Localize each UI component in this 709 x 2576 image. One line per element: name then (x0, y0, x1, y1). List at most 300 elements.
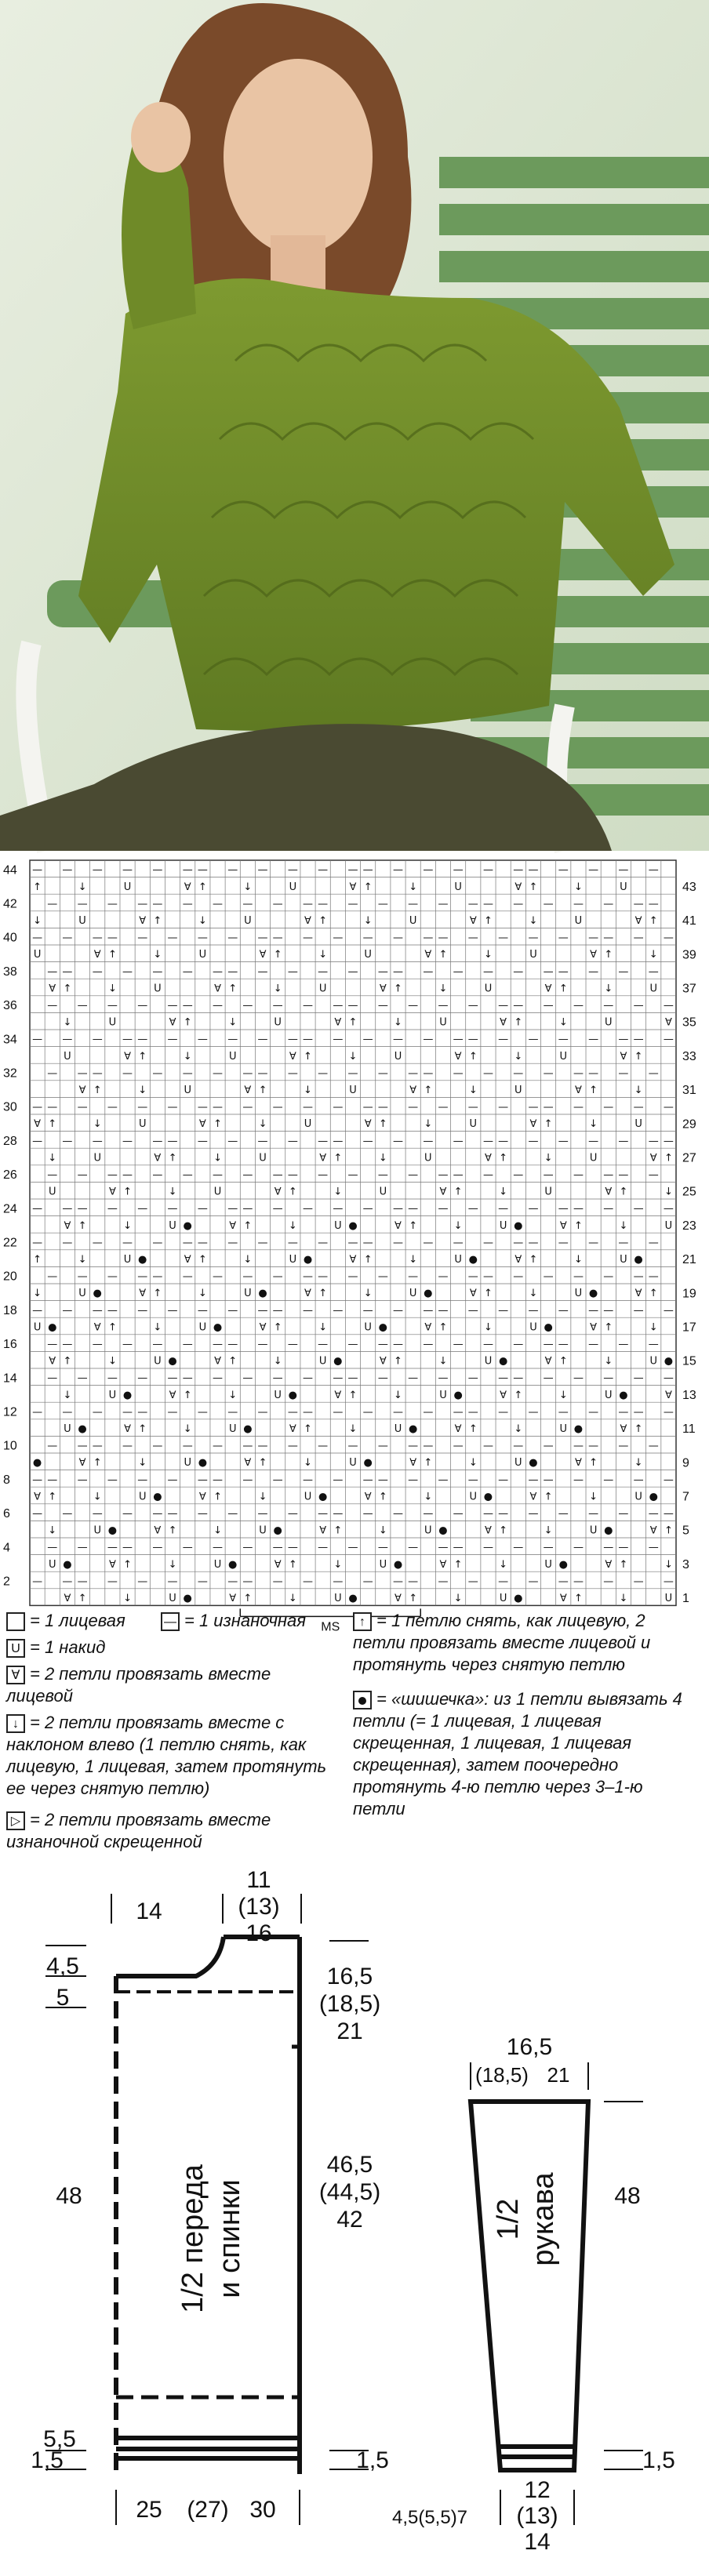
chart-symbol: ↑ (514, 1016, 523, 1029)
row-number-left: 20 (3, 1270, 17, 1284)
chart-symbol: U (259, 1152, 267, 1164)
row-number-right: 43 (682, 880, 696, 894)
chart-symbol: — (32, 1575, 43, 1588)
chart-symbol: — (137, 1034, 148, 1046)
chart-symbol: — (287, 1542, 298, 1554)
chart-symbol: — (558, 1508, 569, 1520)
chart-symbol: ↑ (183, 1016, 192, 1029)
chart-symbol: ∀ (529, 1491, 537, 1503)
chart-symbol: ↑ (213, 1491, 222, 1503)
chart-symbol: ∀ (664, 1389, 672, 1401)
chart-symbol: — (392, 1203, 403, 1215)
row-number-left: 8 (3, 1473, 10, 1487)
chart-symbol: — (77, 1203, 88, 1215)
chart-symbol: — (287, 1034, 298, 1046)
chart-symbol: U (334, 1219, 342, 1232)
chart-symbol: — (242, 1203, 253, 1215)
chart-symbol: — (408, 1203, 419, 1215)
chart-symbol: — (588, 1237, 599, 1249)
chart-symbol: ↓ (573, 1254, 583, 1266)
chart-symbol: — (618, 1406, 629, 1419)
chart-symbol: ∀ (78, 1085, 86, 1096)
chart-symbol: — (498, 1575, 509, 1588)
chart-symbol: — (633, 1304, 644, 1317)
chart-symbol: ∀ (184, 1254, 191, 1266)
chart-symbol: ↓ (438, 983, 448, 995)
chart-symbol: — (137, 1203, 148, 1215)
chart-symbol: — (438, 1203, 449, 1215)
chart-symbol: — (152, 898, 163, 910)
chart-symbol: ↑ (123, 1558, 133, 1571)
row-number-left: 6 (3, 1507, 10, 1521)
row-number-left: 16 (3, 1338, 17, 1352)
chart-symbol: ↑ (107, 949, 117, 961)
chart-symbol: — (32, 1203, 43, 1215)
chart-symbol: — (333, 1203, 344, 1215)
chart-symbol: — (408, 1440, 419, 1452)
chart-symbol: — (197, 932, 208, 944)
chart-symbol: — (543, 1067, 554, 1080)
chart-symbol: — (107, 1372, 118, 1385)
chart-symbol: ↑ (168, 1152, 177, 1164)
chart-symbol: ∀ (154, 1524, 162, 1537)
chart-symbol: — (377, 1542, 388, 1554)
row-number-left: 18 (3, 1303, 17, 1317)
chart-symbol: ↓ (529, 915, 538, 927)
chart-symbol: — (482, 864, 493, 877)
chart-symbol: ↓ (273, 983, 282, 995)
row-number-right: 25 (682, 1185, 696, 1199)
chart-symbol: — (167, 1135, 178, 1147)
row-number-right: 15 (682, 1354, 696, 1368)
chart-symbol: — (122, 1237, 133, 1249)
chart-symbol: ↑ (409, 1219, 418, 1232)
chart-symbol: — (408, 1101, 419, 1114)
chart-symbol: — (453, 965, 464, 978)
chart-symbol: — (62, 932, 73, 944)
chart-symbol: — (528, 1304, 539, 1317)
chart-symbol: — (528, 864, 539, 877)
chart-symbol: ● (78, 1423, 87, 1435)
chart-symbol: — (152, 1270, 163, 1283)
chart-symbol: — (408, 1067, 419, 1080)
chart-symbol: ● (408, 1423, 418, 1435)
chart-symbol: — (392, 864, 403, 877)
chart-symbol: — (438, 932, 449, 944)
chart-symbol: — (482, 898, 493, 910)
chart-symbol: — (498, 1203, 509, 1215)
chart-symbol: — (408, 1000, 419, 1012)
chart-symbol: — (423, 1135, 434, 1147)
chart-symbol: U (454, 881, 462, 893)
chart-symbol: ↓ (409, 1254, 418, 1266)
chart-symbol: — (257, 1440, 268, 1452)
chart-symbol: U (664, 1219, 673, 1232)
chart-symbol: ∀ (274, 1186, 282, 1198)
chart-symbol: ↑ (33, 881, 42, 893)
chart-symbol: ∀ (349, 881, 357, 893)
chart-symbol: ↑ (78, 1219, 87, 1232)
chart-symbol: ∀ (454, 1050, 462, 1063)
chart-symbol: — (333, 1473, 344, 1486)
chart-symbol: ↑ (573, 1219, 583, 1232)
dim-left-55: 5,5 (43, 2426, 76, 2452)
chart-symbol: — (152, 1237, 163, 1249)
chart-symbol: — (107, 1203, 118, 1215)
chart-symbol: — (513, 1440, 524, 1452)
chart-symbol: ↓ (589, 1491, 598, 1503)
dim-right-185: (18,5) (318, 1991, 381, 2017)
chart-symbol: U (228, 1423, 237, 1435)
chart-symbol: — (62, 1237, 73, 1249)
chart-symbol: ∀ (439, 1558, 447, 1571)
chart-symbol: — (137, 1406, 148, 1419)
chart-symbol: ∀ (364, 1118, 372, 1131)
chart-symbol: — (438, 1542, 449, 1554)
row-number-right: 1 (682, 1592, 689, 1606)
chart-symbol: — (513, 1067, 524, 1080)
chart-symbol: — (603, 1542, 614, 1554)
sleeve-top-165: 16,5 (506, 2034, 553, 2060)
chart-symbol: — (303, 1304, 314, 1317)
dim-left-45: 4,5 (46, 1953, 79, 1979)
chart-symbol: — (603, 1270, 614, 1283)
chart-symbol: — (242, 1067, 253, 1080)
chart-symbol: ↑ (348, 1389, 358, 1401)
chart-symbol: — (197, 1406, 208, 1419)
chart-symbol: — (213, 1339, 224, 1350)
chart-symbol: — (377, 1339, 388, 1350)
chart-symbol: — (663, 1304, 674, 1317)
chart-symbol: — (333, 1304, 344, 1317)
chart-symbol: U (64, 1050, 71, 1063)
chart-symbol: ↑ (619, 1558, 628, 1571)
dim-right-42: 42 (336, 2207, 363, 2233)
chart-symbol: U (620, 881, 627, 893)
chart-symbol: ↑ (499, 1524, 508, 1537)
chart-symbol: ↓ (333, 1558, 343, 1571)
chart-symbol: — (603, 1000, 614, 1012)
chart-symbol: — (347, 1237, 358, 1249)
chart-symbol: — (482, 1542, 493, 1554)
chart-symbol: — (182, 1067, 193, 1080)
chart-symbol: — (62, 965, 73, 978)
chart-symbol: ● (243, 1423, 253, 1435)
chart-symbol: ● (514, 1219, 523, 1232)
chart-symbol: ↑ (619, 1186, 628, 1198)
row-number-right: 41 (682, 914, 696, 928)
chart-symbol: ∀ (139, 915, 147, 927)
chart-symbol: ↓ (499, 1558, 508, 1571)
chart-symbol: — (618, 864, 629, 877)
chart-symbol: — (362, 932, 373, 944)
chart-symbol: — (287, 1135, 298, 1147)
chart-symbol: ● (93, 1288, 102, 1300)
chart-symbol: ↓ (363, 1288, 373, 1300)
chart-symbol: — (242, 1372, 253, 1385)
chart-symbol: — (423, 1440, 434, 1452)
chart-symbol: — (392, 1304, 403, 1317)
chart-symbol: U (48, 1186, 56, 1198)
chart-symbol: — (498, 1508, 509, 1520)
chart-symbol: ● (122, 1389, 133, 1401)
chart-symbol: — (107, 1575, 118, 1588)
chart-symbol: ∀ (274, 1558, 282, 1571)
chart-symbol: ∀ (529, 1118, 537, 1131)
chart-symbol: — (347, 1067, 358, 1080)
chart-symbol: — (47, 1000, 58, 1012)
sleeve-top-185: (18,5) (475, 2063, 529, 2087)
chart-symbol: — (167, 932, 178, 944)
chart-symbol: — (32, 1135, 43, 1147)
chart-symbol: ↓ (529, 1288, 538, 1300)
chart-symbol: — (182, 1542, 193, 1554)
chart-symbol: — (32, 1237, 43, 1249)
chart-symbol: ↓ (514, 1423, 523, 1435)
chart-symbol: — (47, 965, 58, 978)
chart-symbol: — (362, 1135, 373, 1147)
chart-symbol: ↓ (589, 1118, 598, 1131)
chart-symbol: ↓ (153, 949, 162, 961)
row-number-left: 2 (3, 1575, 10, 1589)
chart-symbol: — (467, 1000, 478, 1012)
chart-symbol: ∀ (634, 915, 642, 927)
chart-symbol: ↑ (424, 1085, 433, 1096)
chart-symbol: — (648, 1270, 659, 1283)
chart-symbol: ∀ (244, 1085, 252, 1096)
chart-symbol: — (588, 864, 599, 877)
chart-symbol: — (122, 1067, 133, 1080)
chart-symbol: — (213, 1000, 224, 1012)
chart-symbol: — (347, 864, 358, 877)
chart-symbol: ↓ (363, 915, 373, 927)
chart-symbol: ∀ (229, 1593, 237, 1604)
chart-symbol: ↑ (544, 1118, 553, 1131)
chart-symbol: U (33, 1321, 42, 1334)
chart-symbol: ● (378, 1321, 387, 1334)
chart-symbol: ● (183, 1593, 192, 1604)
row-number-right: 37 (682, 982, 696, 996)
dim-right-15: 1,5 (356, 2447, 389, 2473)
chart-symbol: ● (588, 1288, 598, 1300)
chart-symbol: — (272, 1169, 283, 1181)
chart-symbol: — (257, 1034, 268, 1046)
chart-symbol: ↓ (78, 881, 87, 893)
chart-symbol: — (377, 1169, 388, 1181)
chart-symbol: — (573, 1067, 584, 1080)
chart-symbol: — (272, 1270, 283, 1283)
chart-symbol: — (633, 1473, 644, 1486)
chart-symbol: U (349, 1085, 357, 1096)
chart-symbol: — (558, 1304, 569, 1317)
chart-symbol: ↑ (363, 1254, 373, 1266)
chart-symbol: ∀ (590, 949, 598, 961)
chart-symbol: ∀ (394, 1593, 402, 1604)
chart-symbol: — (423, 1067, 434, 1080)
chart-symbol: — (77, 1542, 88, 1554)
chart-symbol: — (107, 1101, 118, 1114)
chart-symbol: — (618, 1237, 629, 1249)
chart-symbol: — (467, 1101, 478, 1114)
chart-symbol: — (453, 1034, 464, 1046)
chart-symbol: — (32, 1473, 43, 1486)
chart-symbol: U (559, 1423, 568, 1435)
chart-symbol: — (633, 1101, 644, 1114)
chart-symbol: — (242, 1575, 253, 1588)
chart-symbol: U (499, 1593, 507, 1604)
chart-symbol: — (152, 965, 163, 978)
chart-symbol: — (543, 1101, 554, 1114)
row-number-right: 5 (682, 1524, 689, 1538)
chart-symbol: — (32, 1034, 43, 1046)
chart-symbol: U (514, 1457, 522, 1470)
chart-symbol: — (182, 965, 193, 978)
row-number-right: 11 (682, 1422, 696, 1437)
chart-symbol: — (362, 1406, 373, 1419)
chart-symbol: — (47, 1339, 58, 1350)
chart-symbol: U (274, 1016, 282, 1029)
chart-symbol: — (528, 1473, 539, 1486)
chart-symbol: ∀ (198, 1491, 206, 1503)
chart-symbol: ● (303, 1254, 313, 1266)
chart-symbol: ∀ (34, 1118, 42, 1131)
chart-symbol: ↑ (93, 1085, 102, 1096)
chart-symbol: — (377, 1101, 388, 1114)
chart-symbol: ↓ (649, 1321, 658, 1334)
chart-symbol: ↑ (394, 1355, 402, 1368)
chart-symbol: ↑ (138, 1423, 147, 1435)
chart-symbol: — (377, 1372, 388, 1385)
chart-symbol: ↓ (619, 1593, 628, 1604)
chart-symbol: — (423, 932, 434, 944)
chart-symbol: ↑ (123, 1186, 133, 1198)
chart-symbol: ↓ (288, 1593, 297, 1604)
chart-symbol: — (257, 932, 268, 944)
chart-symbol: — (287, 965, 298, 978)
chart-symbol: — (438, 1575, 449, 1588)
chart-symbol: — (588, 932, 599, 944)
chart-symbol: — (318, 1542, 329, 1554)
chart-symbol: ● (318, 1491, 328, 1503)
chart-symbol: ● (32, 1457, 42, 1470)
chart-symbol: — (257, 1067, 268, 1080)
chart-symbol: — (453, 1542, 464, 1554)
chart-symbol: — (318, 1067, 329, 1080)
chart-symbol: ↑ (48, 1491, 57, 1503)
chart-symbol: ↓ (243, 1254, 253, 1266)
chart-symbol: ↓ (138, 1085, 147, 1096)
chart-symbol: ↑ (304, 1423, 312, 1435)
chart-symbol: ↓ (484, 1321, 493, 1334)
chart-symbol: — (423, 1339, 434, 1350)
chart-symbol: — (107, 1169, 118, 1181)
chart-symbol: ↑ (664, 1152, 673, 1164)
chart-symbol: — (362, 1575, 373, 1588)
chart-symbol: ↓ (438, 1355, 448, 1368)
chart-symbol: ↑ (107, 1321, 117, 1334)
chart-symbol: — (213, 1101, 224, 1114)
chart-symbol: — (663, 1575, 674, 1588)
chart-symbol: — (333, 1508, 344, 1520)
chart-symbol: U (123, 881, 132, 893)
row-number-left: 24 (3, 1202, 17, 1216)
chart-symbol: — (167, 1203, 178, 1215)
chart-symbol: — (137, 1473, 148, 1486)
chart-symbol: ↑ (153, 1288, 162, 1300)
chart-symbol: — (467, 1406, 478, 1419)
chart-symbol: U (499, 1219, 507, 1232)
chart-symbol: — (77, 1000, 88, 1012)
chart-symbol: — (122, 1542, 133, 1554)
chart-symbol: ↓ (348, 1050, 358, 1063)
chart-symbol: — (543, 1339, 554, 1350)
chart-symbol: ● (288, 1389, 298, 1401)
chart-symbol: — (272, 1542, 283, 1554)
dim-right-165: 16,5 (326, 1964, 373, 1989)
chart-symbol: — (528, 1575, 539, 1588)
chart-symbol: — (453, 1237, 464, 1249)
chart-symbol: ↑ (333, 1524, 343, 1537)
chart-symbol: — (513, 1000, 524, 1012)
chart-symbol: — (408, 1575, 419, 1588)
chart-symbol: — (152, 1508, 163, 1520)
chart-symbol: U (213, 1558, 222, 1571)
chart-symbol: ↓ (409, 881, 418, 893)
row-number-right: 21 (682, 1253, 696, 1267)
chart-symbol: ∀ (514, 881, 522, 893)
chart-symbol: U (484, 983, 493, 995)
chart-symbol: — (242, 898, 253, 910)
chart-symbol: — (333, 1135, 344, 1147)
chart-symbol: ∀ (154, 1152, 162, 1164)
chart-symbol: — (528, 1203, 539, 1215)
chart-symbol: ∀ (649, 1152, 657, 1164)
chart-symbol: — (438, 898, 449, 910)
chart-symbol: — (392, 1508, 403, 1520)
chart-symbol: — (318, 1270, 329, 1283)
chart-symbol: ∀ (108, 1558, 116, 1571)
chart-symbol: ↓ (93, 1118, 102, 1131)
row-number-right: 7 (682, 1490, 689, 1504)
chart-symbol: — (648, 1508, 659, 1520)
chart-symbol: U (289, 1254, 297, 1266)
chart-symbol: — (47, 1169, 58, 1181)
chart-symbol: — (377, 898, 388, 910)
dim-bottom-27: (27) (187, 2497, 229, 2523)
chart-symbol: ∀ (214, 983, 221, 995)
chart-symbol: — (152, 864, 163, 877)
chart-symbol: ↓ (213, 1524, 222, 1537)
chart-symbol: ↓ (573, 881, 583, 893)
chart-symbol: — (122, 1508, 133, 1520)
chart-symbol: ∀ (469, 1288, 477, 1300)
chart-symbol: — (392, 1237, 403, 1249)
chart-symbol: ∀ (454, 1423, 462, 1435)
chart-symbol: ↑ (258, 1457, 267, 1470)
chart-symbol: — (227, 864, 238, 877)
chart-symbol: U (259, 1524, 267, 1537)
chart-symbol: — (588, 1406, 599, 1419)
chart-symbol: ↓ (213, 1152, 222, 1164)
chart-symbol: U (394, 1050, 402, 1063)
chart-symbol: ↑ (514, 1389, 523, 1401)
chart-symbol: — (543, 1000, 554, 1012)
chart-symbol: — (453, 1440, 464, 1452)
chart-symbol: — (498, 1135, 509, 1147)
chart-symbol: ↑ (363, 881, 373, 893)
chart-symbol: — (47, 1067, 58, 1080)
chart-symbol: — (603, 1473, 614, 1486)
